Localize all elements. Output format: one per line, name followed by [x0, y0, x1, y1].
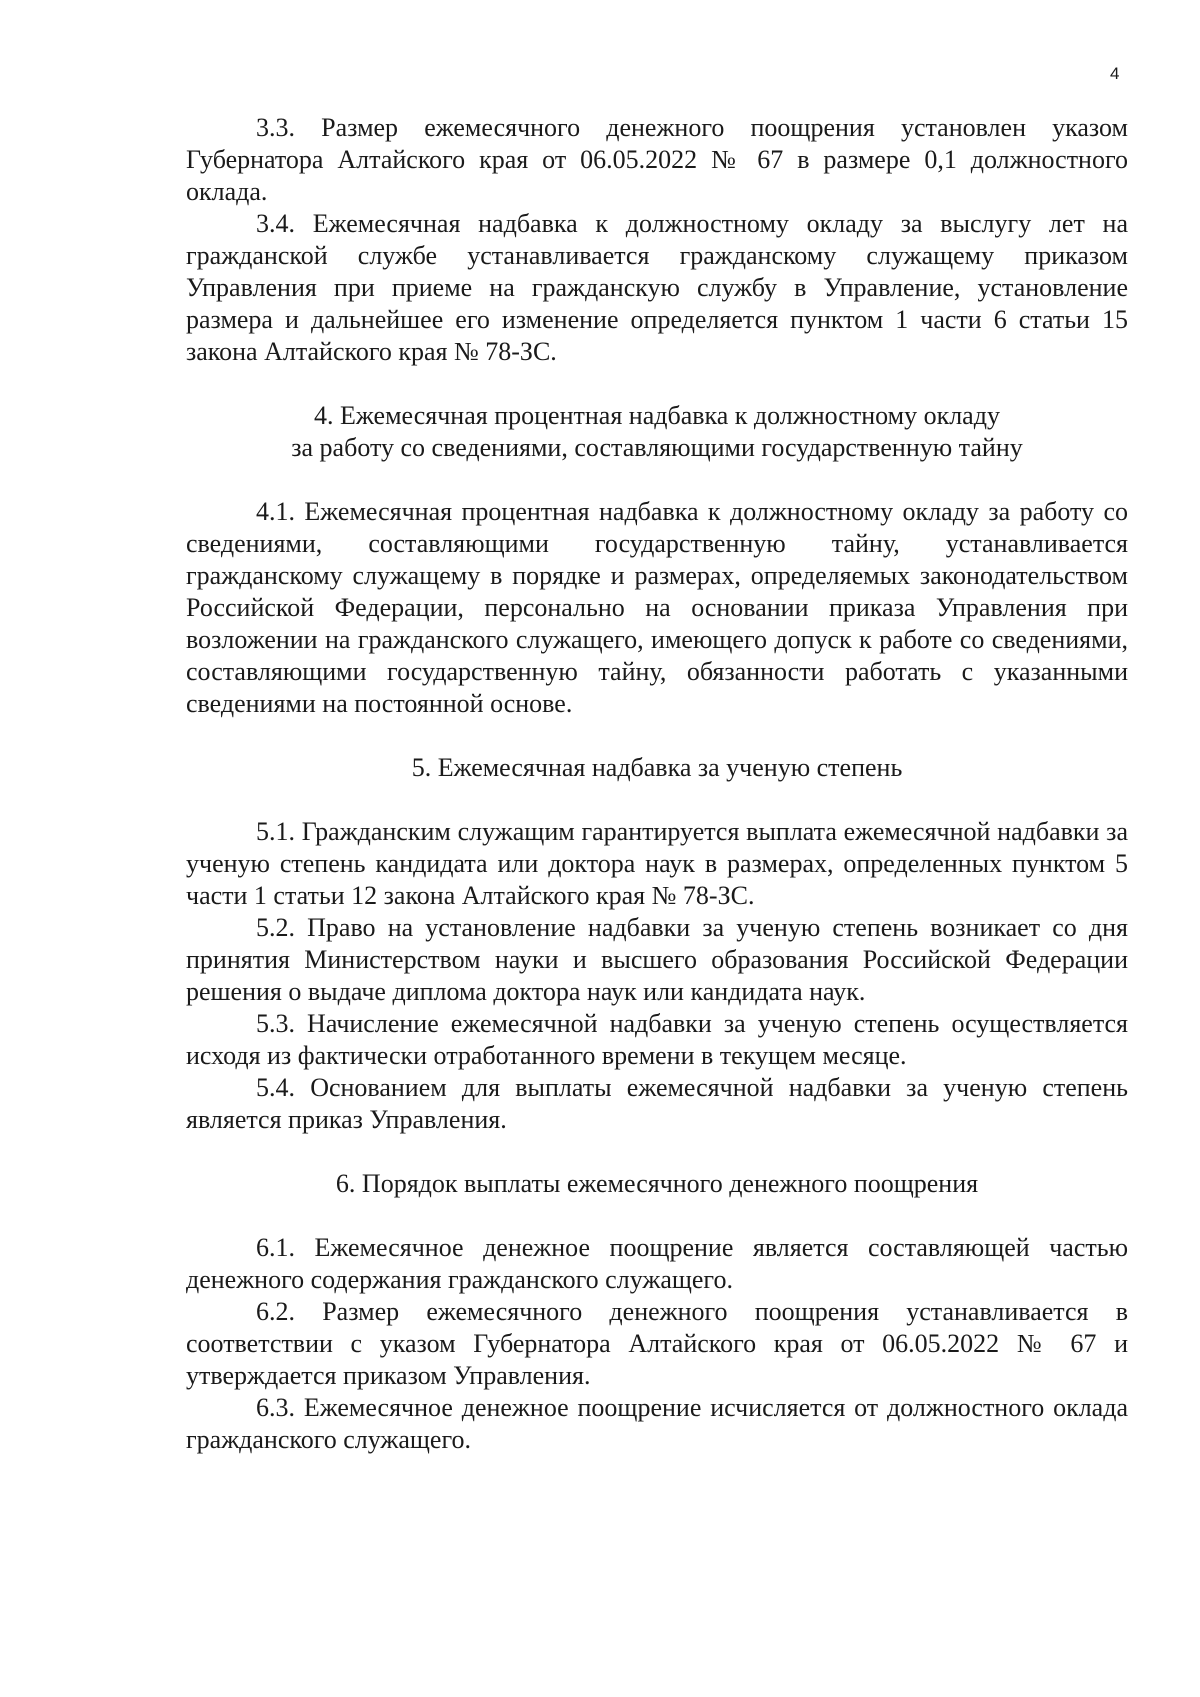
- section-4-heading: [186, 400, 1128, 464]
- paragraph-5-1: 5.1. Гражданским служащим гарантируется выплата ежемесячной надбавки за ученую степень кандидата или доктора наук в размерах, определенных пунктом 5 части 1 статьи 12 закона Алтайского края № 78-ЗС.: [186, 817, 1128, 910]
- page-number: 4: [1110, 64, 1120, 83]
- paragraph-4-1: 4.1. Ежемесячная процентная надбавка к должностному окладу за работу со сведениями, составляющими государственную тайну, устанавливается гражданскому служащему в порядке и размерах, определяемых законодательством Российской Федерации, персонально на основании приказа Управления при возложении на гражданского служащего, имеющего допуск к работе со сведениями, составляющими государственную тайну, обязанности работать с указанными сведениями на постоянной основе.: [186, 497, 1128, 718]
- paragraph-3-3: 3.3. Размер ежемесячного денежного поощрения установлен указом Губернатора Алтайского края от 06.05.2022 № 67 в размере 0,1 должностного оклада.: [186, 113, 1128, 206]
- section-4-heading-line-1: 4. Ежемесячная процентная надбавка к должностному окладу: [314, 401, 1000, 430]
- paragraph-6-1: 6.1. Ежемесячное денежное поощрение является составляющей частью денежного содержания гражданского служащего.: [186, 1233, 1128, 1294]
- paragraph-5-2: 5.2. Право на установление надбавки за ученую степень возникает со дня принятия Министерством науки и высшего образования Российской Федерации решения о выдаче диплома доктора наук или кандидата наук.: [186, 913, 1128, 1006]
- section-5-heading: 5. Ежемесячная надбавка за ученую степень: [411, 753, 903, 782]
- document-body: [186, 112, 1128, 1456]
- paragraph-6-2: 6.2. Размер ежемесячного денежного поощрения устанавливается в соответствии с указом Губернатора Алтайского края от 06.05.2022 № 67 и утверждается приказом Управления.: [186, 1297, 1128, 1390]
- section-6-heading: 6. Порядок выплаты ежемесячного денежного поощрения: [335, 1169, 979, 1198]
- section-4-heading-line-2: за работу со сведениями, составляющими государственную тайну: [291, 433, 1023, 462]
- paragraph-3-4: 3.4. Ежемесячная надбавка к должностному окладу за выслугу лет на гражданской службе устанавливается гражданскому служащему приказом Управления при приеме на гражданскую службу в Управление, установление размера и дальнейшее его изменение определяется пунктом 1 части 6 статьи 15 закона Алтайского края № 78-ЗС.: [186, 209, 1128, 366]
- paragraph-5-3: 5.3. Начисление ежемесячной надбавки за ученую степень осуществляется исходя из фактически отработанного времени в текущем месяце.: [186, 1009, 1128, 1070]
- paragraph-6-3: 6.3. Ежемесячное денежное поощрение исчисляется от должностного оклада гражданского служащего.: [186, 1393, 1128, 1454]
- paragraph-5-4: 5.4. Основанием для выплаты ежемесячной надбавки за ученую степень является приказ Управления.: [186, 1073, 1128, 1134]
